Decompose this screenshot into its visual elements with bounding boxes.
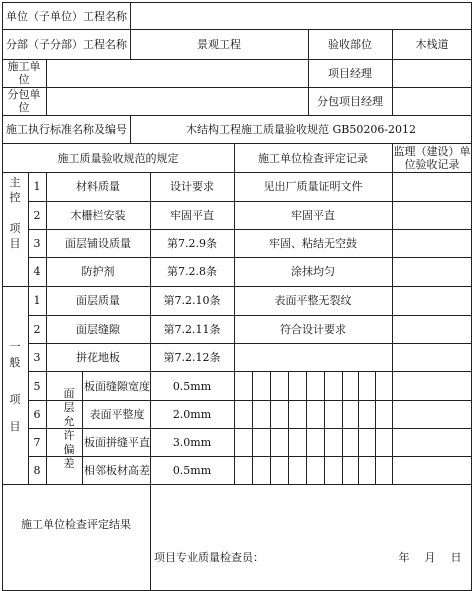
subunit-project-value: 景观工程 [197, 38, 241, 51]
tolerance-label-char: 层 [63, 401, 75, 414]
tolerance-label-char: 面 [63, 387, 75, 400]
main-item-spec: 第7.2.8条 [167, 265, 217, 278]
tolerance-item-value: 0.5mm [172, 380, 212, 393]
check-column-header: 施工单位检查评定记录 [258, 152, 368, 165]
main-item-name: 材料质量 [76, 180, 120, 193]
general-item-spec: 第7.2.11条 [163, 323, 221, 336]
subunit-project-label: 分部（子分部）工程名称 [6, 38, 127, 51]
construction-unit-label-line2: 位 [18, 73, 30, 86]
subcontract-unit-label-line1: 分包单 [7, 88, 41, 101]
general-group-label-char: 般 [9, 356, 21, 369]
main-item-name: 面层铺设质量 [65, 237, 131, 250]
date-month: 月 [424, 551, 436, 564]
general-item-no: 1 [33, 294, 41, 307]
tolerance-item-no: 6 [33, 408, 41, 421]
general-group-label-char: 一 [9, 340, 21, 353]
main-group-label-char: 目 [9, 237, 21, 250]
project-manager-label: 项目经理 [328, 67, 372, 80]
tolerance-item-value: 3.0mm [172, 436, 212, 449]
main-item-no: 1 [33, 180, 41, 193]
date-year: 年 [398, 551, 410, 564]
main-item-spec: 设计要求 [170, 180, 214, 193]
tolerance-item-name: 板面缝隙宽度 [84, 380, 150, 393]
inspector-label: 项目专业质量检查员： [154, 551, 264, 564]
unit-project-label: 单位（子单位）工程名称 [6, 10, 127, 23]
result-label: 施工单位检查评定结果 [21, 518, 131, 531]
tolerance-item-no: 7 [33, 436, 41, 449]
subcontract-manager-label: 分包项目经理 [317, 95, 383, 108]
general-item-name: 拼花地板 [76, 351, 120, 364]
main-item-record: 见出厂质量证明文件 [263, 180, 363, 193]
tolerance-label-char: 允 [63, 415, 75, 428]
general-item-record: 表面平整无裂纹 [274, 294, 352, 307]
main-group-label-char: 主 [9, 176, 21, 189]
main-group-label-char: 项 [9, 222, 21, 235]
general-group-label-char: 项 [9, 393, 21, 406]
general-group-label-char: 目 [9, 420, 21, 433]
tolerance-item-value: 2.0mm [172, 408, 212, 421]
tolerance-item-no: 8 [33, 464, 41, 477]
general-item-name: 面层缝隙 [76, 323, 120, 336]
tolerance-label-char: 许 [63, 429, 75, 442]
main-item-name: 木栅栏安装 [70, 209, 126, 222]
main-item-no: 3 [33, 237, 41, 250]
spec-column-header: 施工质量验收规范的规定 [57, 152, 179, 165]
main-item-no: 4 [33, 265, 41, 278]
general-item-spec: 第7.2.10条 [163, 294, 221, 307]
tolerance-item-no: 5 [33, 380, 41, 393]
tolerance-item-name: 相邻板材高差 [84, 464, 150, 477]
tolerance-item-name: 表面平整度 [89, 408, 145, 421]
main-item-record: 涂抹均匀 [291, 265, 335, 278]
standard-value: 木结构工程施工质量验收规范 GB50206-2012 [185, 123, 417, 136]
general-item-no: 3 [33, 351, 41, 364]
date-day: 日 [450, 551, 462, 564]
main-item-record: 牢固平直 [291, 209, 335, 222]
main-item-spec: 第7.2.9条 [167, 237, 217, 250]
supervisor-column-header-line1: 监理（建设）单 [393, 145, 471, 158]
tolerance-item-value: 0.5mm [172, 464, 212, 477]
standard-label: 施工执行标准名称及编号 [6, 123, 127, 136]
main-item-record: 牢固、粘结无空鼓 [269, 237, 357, 250]
tolerance-label-char: 差 [63, 457, 75, 470]
construction-unit-label-line1: 施工单 [7, 60, 41, 73]
general-item-name: 面层质量 [76, 294, 120, 307]
main-item-no: 2 [33, 209, 41, 222]
general-item-no: 2 [33, 323, 41, 336]
main-group-label-char: 控 [9, 191, 21, 204]
main-item-name: 防护剂 [81, 265, 115, 278]
acceptance-part-label: 验收部位 [328, 38, 372, 51]
tolerance-item-name: 板面拼缝平直 [84, 436, 150, 449]
general-item-spec: 第7.2.12条 [163, 351, 221, 364]
main-item-spec: 牢固平直 [170, 209, 214, 222]
general-item-record: 符合设计要求 [280, 323, 346, 336]
supervisor-column-header-line2: 位验收记录 [404, 158, 460, 171]
subcontract-unit-label-line2: 位 [18, 101, 30, 114]
acceptance-part-value: 木栈道 [415, 38, 449, 51]
tolerance-label-char: 偏 [63, 443, 75, 456]
